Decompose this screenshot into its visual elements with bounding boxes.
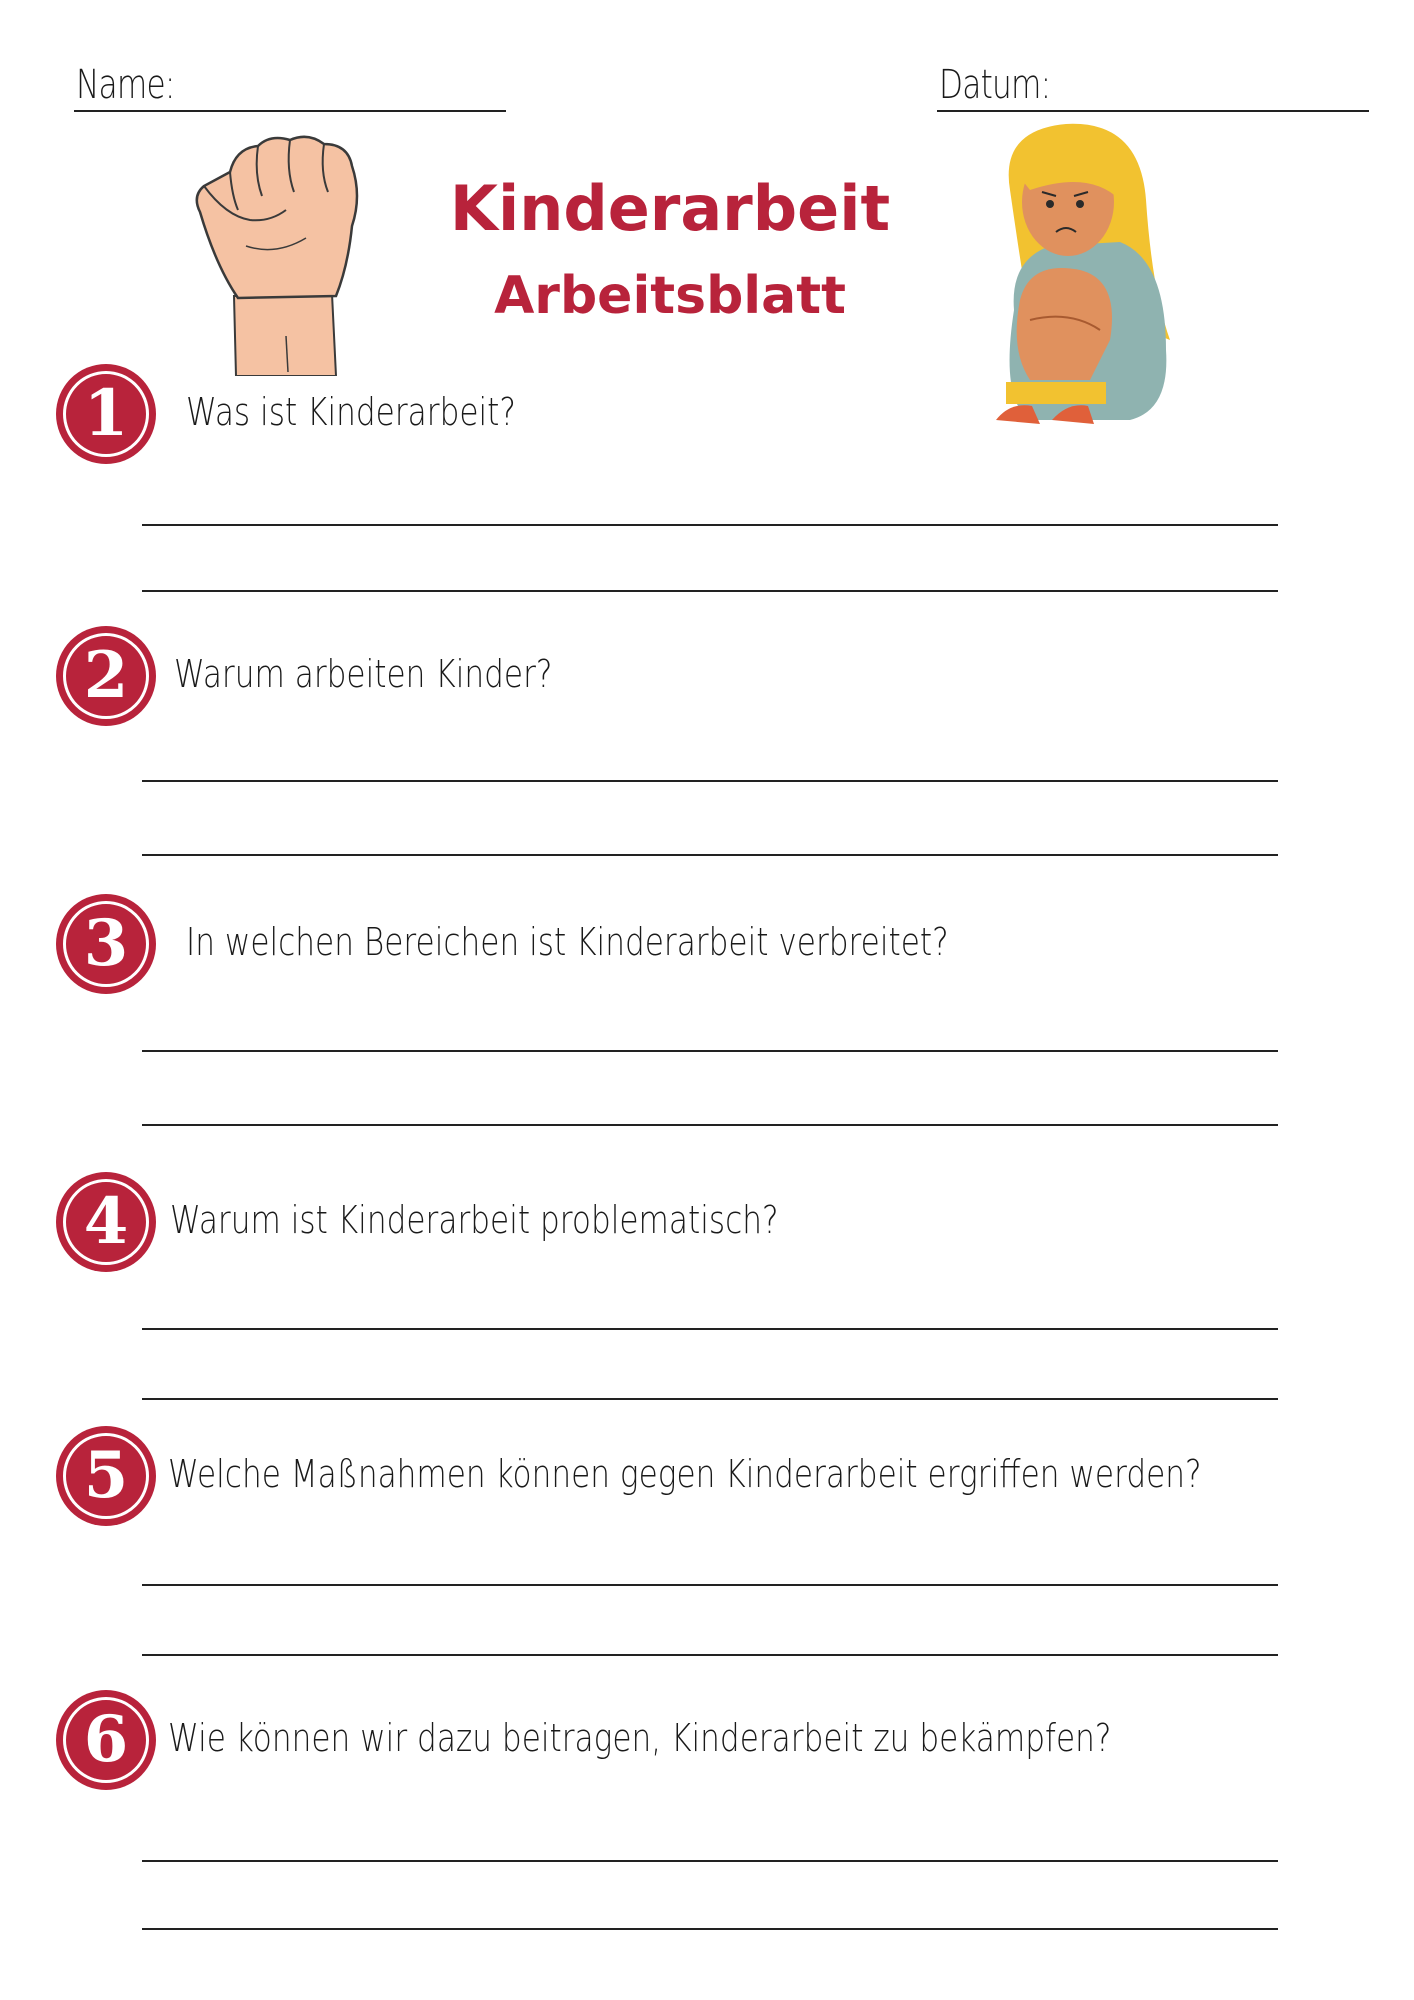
badge-number: 6 bbox=[83, 1702, 129, 1777]
question-text: In welchen Bereichen ist Kinderarbeit verbreitet? bbox=[186, 920, 949, 964]
answer-line[interactable] bbox=[142, 1584, 1278, 1586]
date-label: Datum: bbox=[939, 62, 1051, 108]
badge-number: 3 bbox=[83, 906, 129, 981]
name-label: Name: bbox=[76, 62, 175, 108]
answer-line[interactable] bbox=[142, 1050, 1278, 1052]
badge-number: 4 bbox=[83, 1184, 129, 1259]
worksheet-title: Kinderarbeit bbox=[449, 172, 891, 245]
question-text: Welche Maßnahmen können gegen Kinderarbeit ergriffen werden? bbox=[168, 1452, 1202, 1496]
sad-girl-illustration bbox=[970, 120, 1180, 430]
number-badge-2 bbox=[56, 626, 156, 726]
answer-line[interactable] bbox=[142, 1928, 1278, 1930]
question-text: Warum arbeiten Kinder? bbox=[174, 652, 553, 696]
raised-fist-icon bbox=[186, 126, 364, 376]
number-badge-4 bbox=[56, 1172, 156, 1272]
number-badge-5 bbox=[56, 1426, 156, 1526]
worksheet-subtitle: Arbeitsblatt bbox=[494, 266, 846, 326]
question-text: Wie können wir dazu beitragen, Kinderarbeit zu bekämpfen? bbox=[168, 1716, 1112, 1760]
answer-line[interactable] bbox=[142, 780, 1278, 782]
badge-number: 5 bbox=[83, 1438, 129, 1513]
answer-line[interactable] bbox=[142, 1860, 1278, 1862]
answer-line[interactable] bbox=[142, 1328, 1278, 1330]
number-badge-1 bbox=[56, 364, 156, 464]
answer-line[interactable] bbox=[142, 524, 1278, 526]
number-badge-6 bbox=[56, 1690, 156, 1790]
name-field[interactable] bbox=[74, 58, 506, 112]
answer-line[interactable] bbox=[142, 854, 1278, 856]
answer-line[interactable] bbox=[142, 1398, 1278, 1400]
badge-number: 2 bbox=[83, 638, 129, 713]
answer-line[interactable] bbox=[142, 590, 1278, 592]
question-text: Warum ist Kinderarbeit problematisch? bbox=[170, 1198, 779, 1242]
answer-line[interactable] bbox=[142, 1654, 1278, 1656]
badge-number: 1 bbox=[83, 376, 129, 451]
answer-line[interactable] bbox=[142, 1124, 1278, 1126]
date-field[interactable] bbox=[937, 58, 1369, 112]
question-text: Was ist Kinderarbeit? bbox=[186, 390, 516, 434]
number-badge-3 bbox=[56, 894, 156, 994]
